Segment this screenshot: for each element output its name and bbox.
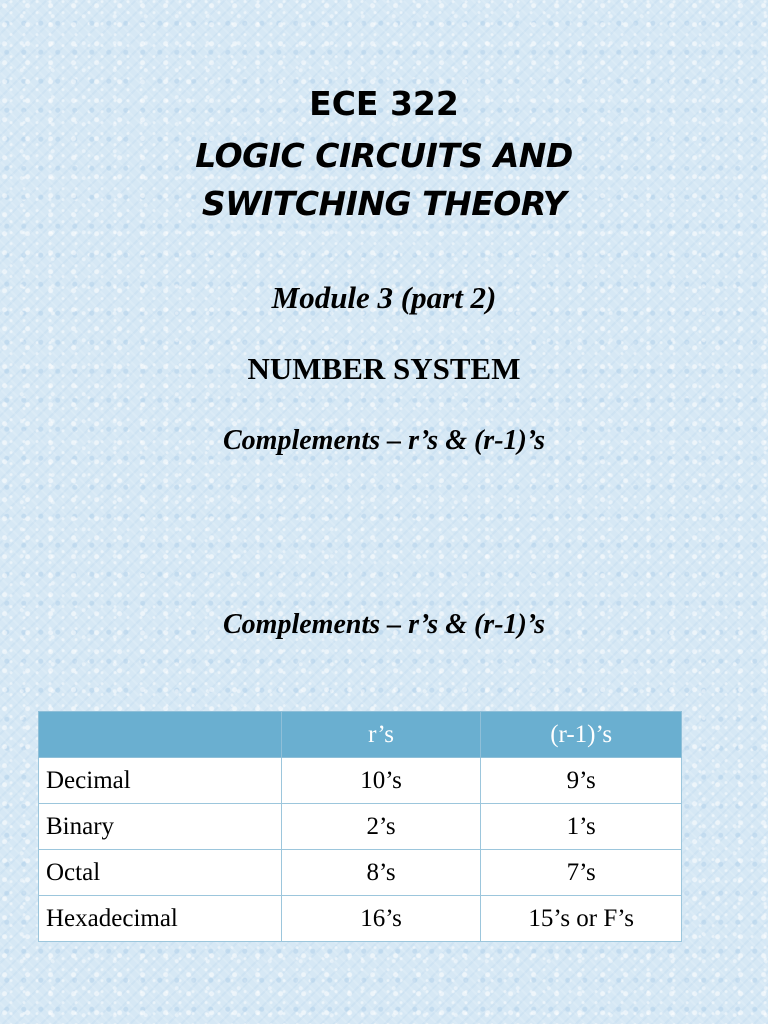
topic-title: NUMBER SYSTEM: [247, 351, 521, 386]
module-label: Module 3 (part 2): [271, 280, 497, 315]
subtitle: Complements – r’s & (r-1)’s: [223, 425, 545, 456]
course-code: ECE 322: [309, 84, 459, 123]
r-complement-value: 16’s: [281, 896, 481, 942]
course-title-line-1: LOGIC CIRCUITS AND: [195, 136, 573, 175]
table-header-row: [39, 712, 682, 758]
course-title-line-2: SWITCHING THEORY: [201, 184, 567, 223]
complements-table: [38, 711, 682, 942]
header-r-complement: r’s: [281, 712, 481, 758]
system-name: Hexadecimal: [39, 896, 282, 942]
r-complement-value: 10’s: [281, 758, 481, 804]
system-name: Binary: [39, 804, 282, 850]
header-empty: [39, 712, 282, 758]
r-complement-value: 8’s: [281, 850, 481, 896]
r-minus-1-complement-value: 1’s: [481, 804, 682, 850]
table-row: [39, 896, 682, 942]
system-name: Octal: [39, 850, 282, 896]
table-row: [39, 850, 682, 896]
r-minus-1-complement-value: 9’s: [481, 758, 682, 804]
system-name: Decimal: [39, 758, 282, 804]
table-row: [39, 758, 682, 804]
r-minus-1-complement-value: 7’s: [481, 850, 682, 896]
table-row: [39, 804, 682, 850]
r-complement-value: 2’s: [281, 804, 481, 850]
r-minus-1-complement-value: 15’s or F’s: [481, 896, 682, 942]
section-heading: Complements – r’s & (r-1)’s: [223, 609, 545, 640]
header-r-minus-1-complement: (r-1)’s: [481, 712, 682, 758]
